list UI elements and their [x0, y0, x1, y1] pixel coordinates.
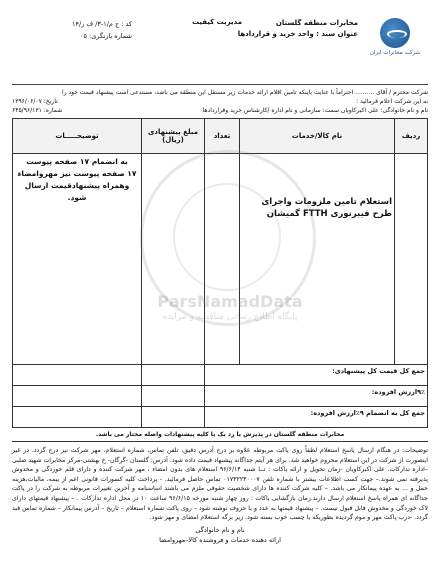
col-item-header: نام کالا/خدمات: [240, 119, 395, 154]
number-label: شماره:: [43, 107, 63, 114]
grand-total-value: [142, 407, 205, 428]
col-notes-header: توضیحـــــات: [13, 119, 142, 154]
company-name: مخابرات منطقه گلستان: [275, 19, 358, 27]
grand-total-row: [13, 407, 428, 428]
signature-name-label: نام و نام خانوادگی: [195, 525, 245, 534]
document-type: مدیریت کیفیت: [191, 18, 243, 26]
date-label: تاریخ:: [43, 98, 58, 105]
document-code: کد : ج م/۱-۳/ ف ر/۱۴: [71, 20, 132, 28]
items-table: [12, 118, 428, 428]
sum-total-label: جمع کل قیمت کل پیشنهادی:: [205, 365, 428, 386]
inquiry-form: [12, 18, 428, 545]
number-field: [12, 106, 62, 115]
signature-role-label: ارائه دهنده خدمات و فروشنده کالا–مهروامضا: [159, 535, 281, 544]
date-field: [12, 97, 58, 106]
col-row-header: ردیف: [395, 119, 428, 154]
col-price-header: مبلغ پیشنهادی (ریال): [142, 119, 205, 154]
number-value: ۶۴۵/۹۶/۱۳۱: [12, 107, 42, 114]
notes-cell: [13, 154, 142, 365]
notes-paragraph: توضیحات: در هنگام ارسال پاسخ استعلام لطفاً روی پاکت مربوطه علاوه بر درج آدرس دقیق، تلفن تماس، شماره استعلام، مهر شرکت نیز درج گردد. در غیر اینصورت از شرکت در این استعلام محروم خواهید شد. برای هر آیتم جداگانه پیشنهاد قیمت داده شود. آدرس: گلستان -گرگان- خ بهشتی-مرکز مخابرات شهید صلبی –اداره تدارکات. علی اکبرکاویان -زمان تحویل و ارائه پاکات : تــا شنبه ۹۶/۶/۱۴ استعلام های بدون امضاء ، مهر شرکت کننده و دارای قلم خوردگی و مخدوش پذیرفته نمی شوند.– جهت کسب اطلاعات بیشتر با شماره تلفن ۰۱۷۳۲۲۴۰۰۰۷ تماس حاصل فرمائید. - پرداخت کلیه کسورات قانونی اعم از بیمه، مالیات،هزینه حمل و ... به عهده پیمانکار می باشد. – کلیه شرکت کننده ها دارای شخصیت حقوقی ملزم می باشند اساسنامه و آخرین تغییرات مربوطه به شرکت را در پاکت جداگانه ای همراه پاسخ استعلام ارسال دارند.زمان بازگشایی پاکات : روز چهار شنبه مورخه ۹۶/۶/۱۵ ساعت ۱۰ در محل اداره تدارکات . – پیشنهاد قیمتهای دارای لاک خوردگی و مخدوش قابل قبول نیست. – پیشنهاد قیمتها به عدد و با حروف نوشته شود – روی پاکت شماره استعلام – تاریخ – آدرس پیمانکار – شماره تماس قید گردد. -درب پاکت مهر و موم گردیده بطوریکه یا چسب خوب بسته شود. زیر برگه استعلام امضای و مهر شود.: [12, 447, 428, 522]
rights-note: مخابرات منطقه گلستان در پذیرش یا رد یک یا کلیه پیشنهادات واصله مختار می باشد.: [12, 428, 428, 442]
price-cell: [142, 154, 205, 365]
item-description: به انضمام ۱۷ صفحه پیوست ۱۷ صفحه پیوست نیز مهروامضاء وهمراه پیشنهادقیمت ارسال شود.: [17, 157, 137, 202]
sum-total-value: [142, 365, 205, 386]
watermark-text: پایگاه اطلاع رسانی مناقصه و مزایده: [162, 312, 298, 322]
vat-value: [142, 386, 205, 407]
table-header-row: [13, 119, 428, 154]
vat-row: [13, 386, 428, 407]
revision-label: شماره بازنگری:: [89, 32, 132, 40]
contact-line: نام و نام خانوادگی: علی اکبرکاویان سمت: سازمانی و نام اداره /کارشناس خرید وقراردادها: [202, 107, 428, 114]
header-codes: [12, 18, 132, 42]
table-row: [13, 154, 428, 365]
revision-number: [12, 30, 132, 42]
vat-empty: [13, 386, 142, 407]
company-logo: [364, 18, 426, 57]
sum-total-empty: [13, 365, 142, 386]
grand-total-label: جمع کل به انضمام ۹٪ارزش افزوده:: [205, 407, 428, 428]
intro-line-2: به این شرکت اعلام فرمائید :: [356, 98, 428, 105]
sum-total-row: [13, 365, 428, 386]
logo-text: شرکت مخابرات ایران: [369, 50, 421, 56]
vat-label: ۹٪ارزش افزوده:: [205, 386, 428, 407]
document-subject: عنوان سند : واحد خرید و قراردادها: [237, 30, 358, 38]
grand-total-empty: [13, 407, 142, 428]
intro-row: [12, 97, 428, 106]
form-header: [12, 18, 428, 85]
signature-block: [12, 525, 428, 545]
revision-value: ۰۵: [79, 32, 87, 40]
watermark-site: ParsNamadData: [157, 292, 303, 311]
col-qty-header: تعداد: [205, 119, 240, 154]
row-number-cell: [395, 154, 428, 365]
logo-icon: [380, 18, 410, 48]
qty-cell: [205, 154, 240, 365]
contact-row: [12, 106, 428, 115]
intro-line: شرکت محترم / آقای .......... احتراماً با عنایت باینکه تامین اقلام ارائه خدمات زیر مستقل این منطقه می باشد، مستدعی است پیشنهاد قیمت خود را: [62, 89, 428, 96]
item-cell: [240, 154, 395, 365]
item-name: استعلام تامین ملزومات واجرای طرح فیبرنوری FTTH گمیشان: [261, 197, 392, 219]
recipient-info: [12, 85, 428, 118]
date-value: ۱۳۹۶/۰۶/۰۷: [12, 98, 42, 105]
